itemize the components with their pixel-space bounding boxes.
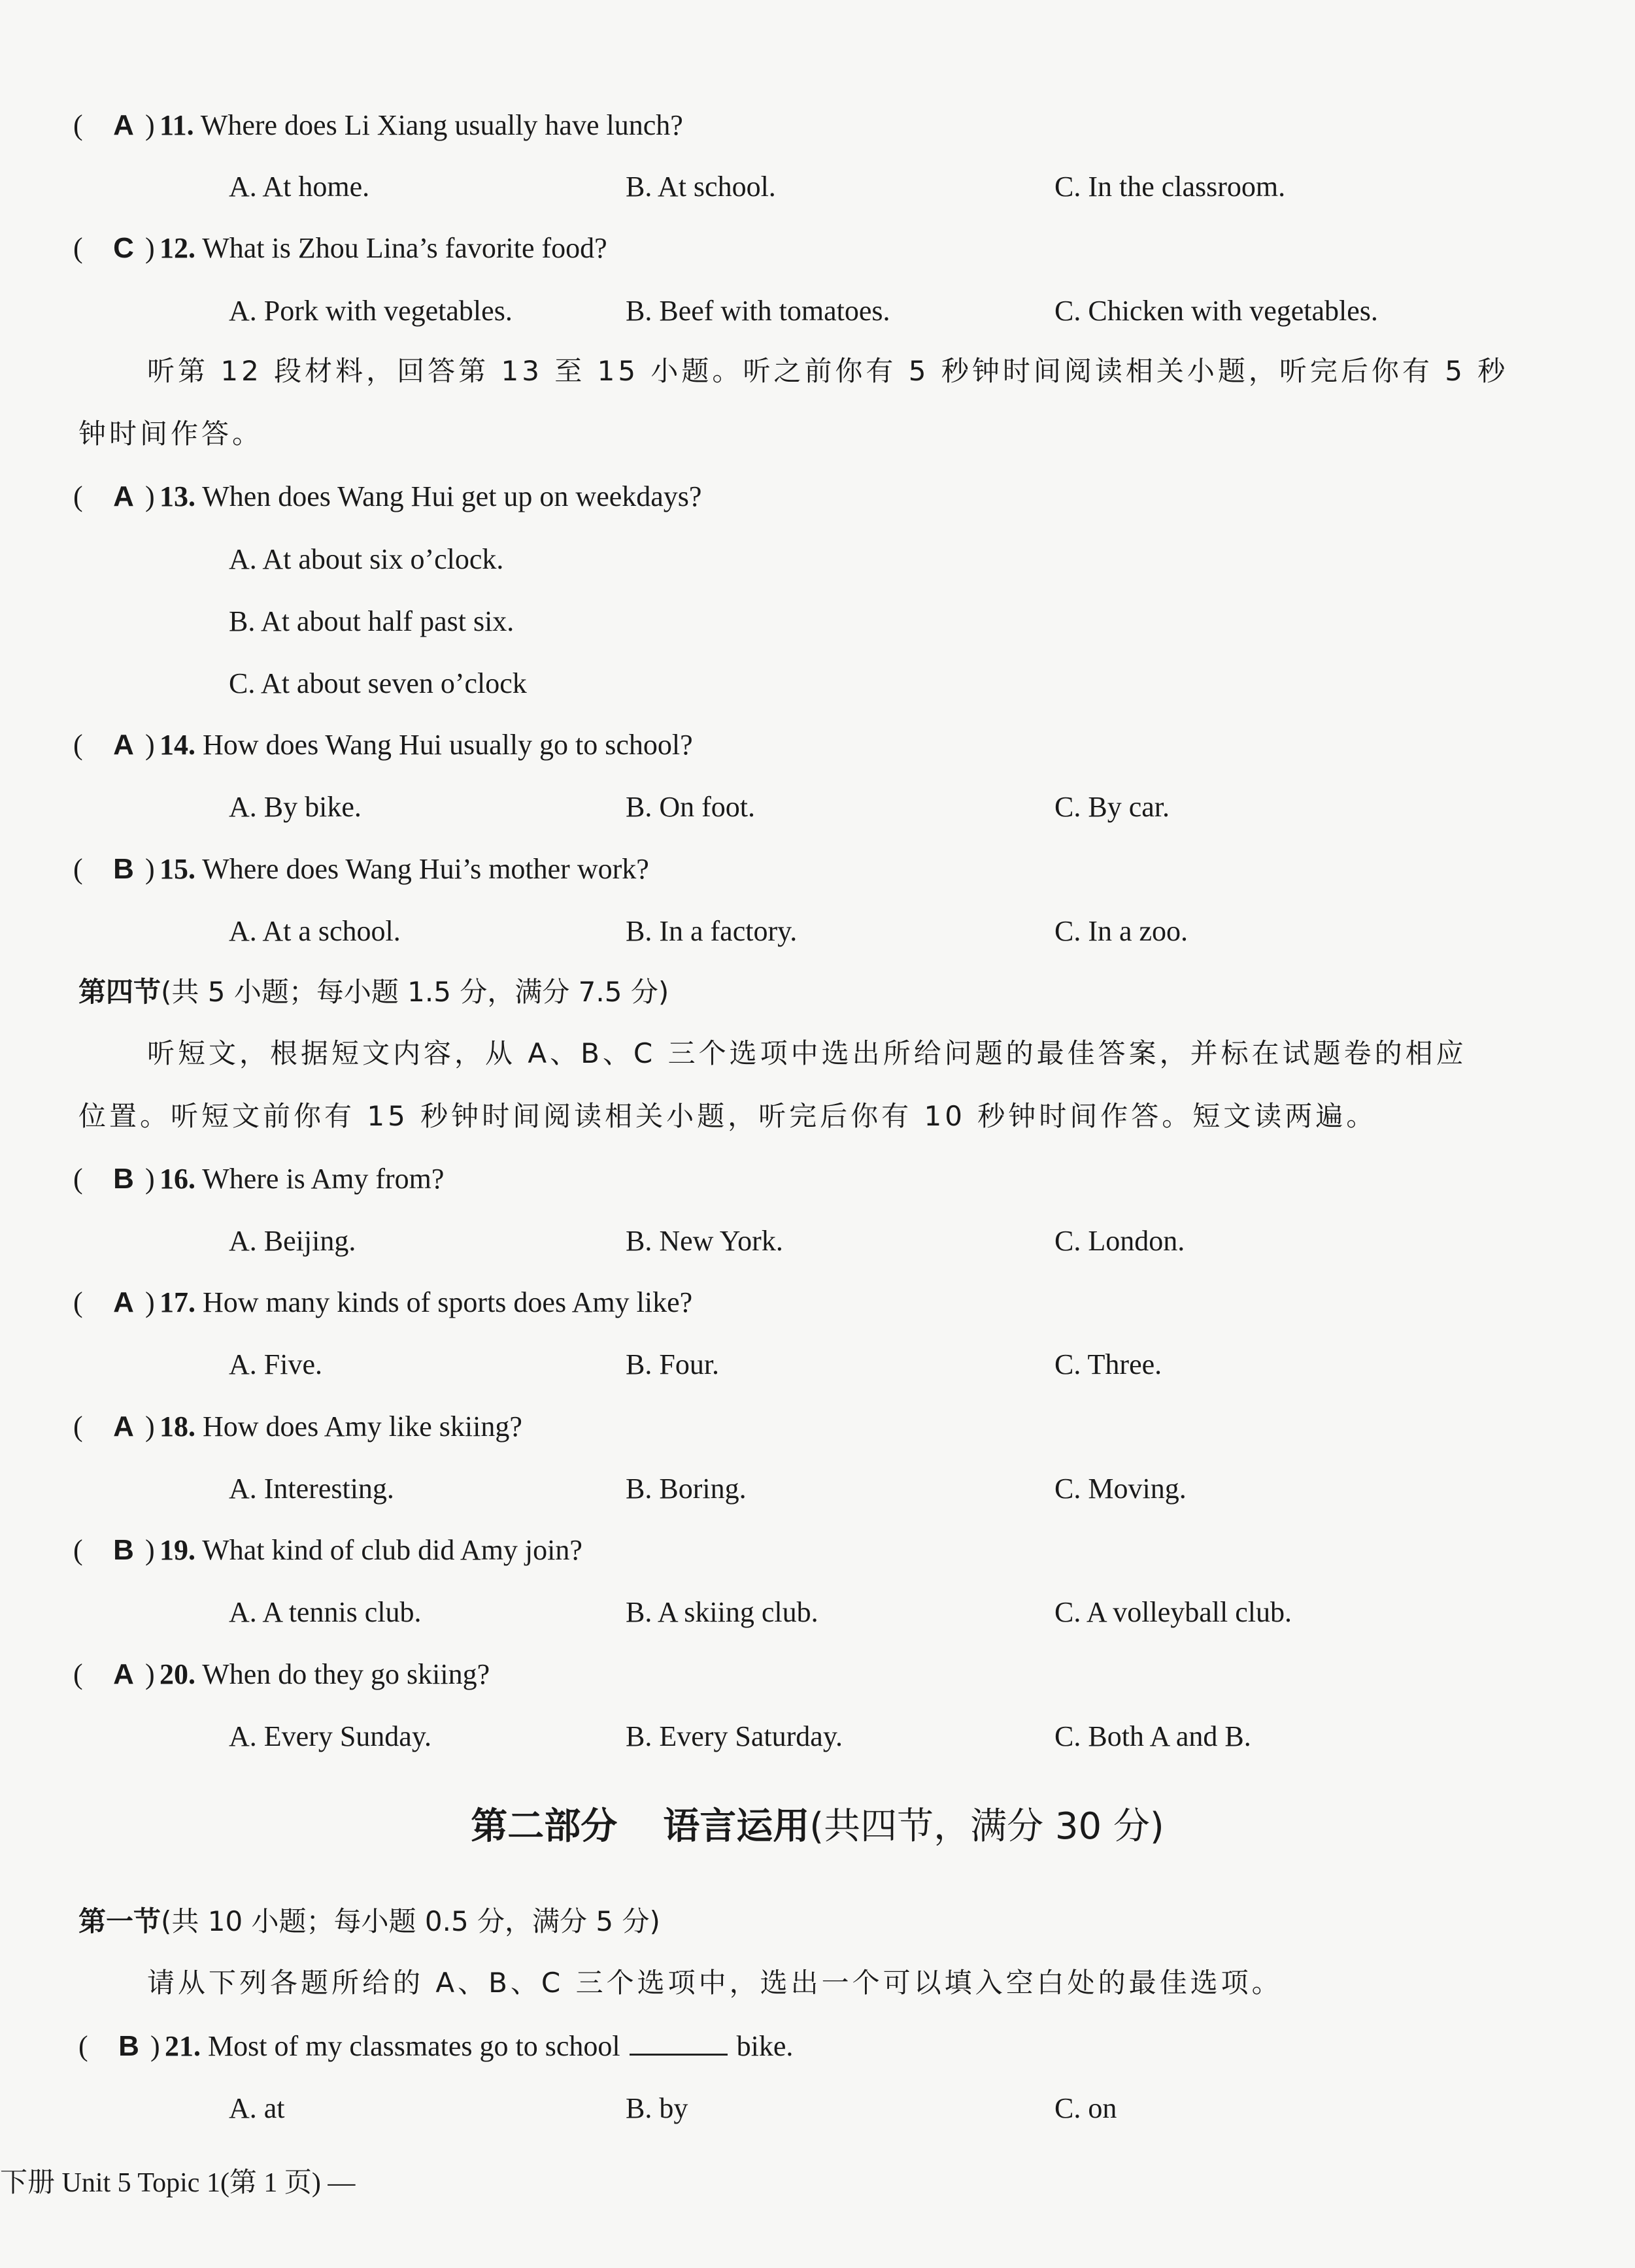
question-text: How does Wang Hui usually go to school? [203,729,693,761]
question-18: ( A ) 18. How does Amy like skiing? [73,1407,522,1446]
option-b: B. At school. [626,171,776,203]
question-text: What is Zhou Lina’s favorite food? [202,232,607,264]
question-text: How does Amy like skiing? [203,1410,522,1443]
question-number: 12. [160,232,195,264]
answer-blank [630,2027,728,2056]
question-number: 15. [160,853,195,885]
option-b: B. Every Saturday. [626,1720,843,1752]
section-title: 第一节 [78,1905,161,1937]
option-b: B. Beef with tomatoes. [626,295,890,327]
option-c: C. Three. [1054,1348,1162,1380]
option-a: A. at [229,2092,285,2124]
answer-12: C [113,232,134,264]
option-c: C. Chicken with vegetables. [1054,295,1378,327]
option-b: B. Four. [626,1348,720,1380]
answer-11: A [113,109,134,141]
question-15: ( B ) 15. Where does Wang Hui’s mother work? [73,850,649,889]
question-text: When does Wang Hui get up on weekdays? [202,480,702,512]
page-footer: 下册 Unit 5 Topic 1(第 1 页) — [0,2168,356,2198]
option-a: A. Every Sunday. [229,1720,431,1752]
answer-15: B [113,853,134,885]
option-b: B. by [626,2092,688,2124]
question-text: Where does Li Xiang usually have lunch? [200,109,683,141]
question-19: ( B ) 19. What kind of club did Amy join? [73,1531,582,1570]
answer-21: B [118,2030,139,2062]
section-heading [78,1902,660,1941]
question-number: 18. [160,1410,195,1443]
answer-20: A [113,1658,134,1690]
option-a: A. At a school. [229,915,401,947]
question-number: 14. [160,729,195,761]
section-heading [78,973,669,1012]
question-21: ( B ) 21. Most of my classmates go to school bike. [78,2027,793,2066]
question-number: 19. [160,1534,195,1566]
part-title [0,1804,1635,1850]
question-text-end: bike. [736,2030,794,2062]
question-number: 17. [160,1286,195,1318]
question-11: ( A ) 11. Where does Li Xiang usually have lunch? [73,106,683,145]
option-a: A. By bike. [229,791,362,823]
option-c: C. In the classroom. [1054,171,1286,203]
option-a: A. A tennis club. [229,1596,422,1628]
part-detail: (共四节，满分 30 分) [809,1805,1164,1848]
option-b: B. Boring. [626,1473,747,1505]
option-b: B. In a factory. [626,915,798,947]
option-a: A. Pork with vegetables. [229,295,513,327]
option-c: C. At about seven o’clock [229,667,527,699]
option-a: A. Beijing. [229,1225,356,1257]
question-text: Most of my classmates go to school [208,2030,620,2062]
option-b: B. New York. [626,1225,783,1257]
question-20: ( A ) 20. When do they go skiing? [73,1655,490,1694]
option-c: C. By car. [1054,791,1170,823]
option-c: C. In a zoo. [1054,915,1188,947]
option-b: B. A skiing club. [626,1596,818,1628]
option-a: A. Interesting. [229,1473,394,1505]
question-text: What kind of club did Amy join? [202,1534,582,1566]
question-number: 20. [160,1658,195,1690]
section-title: 第四节 [78,976,161,1008]
question-text: When do they go skiing? [202,1658,490,1690]
part-number: 第二部分 [471,1805,618,1848]
question-number: 16. [160,1163,195,1195]
option-c: C. Both A and B. [1054,1720,1251,1752]
instruction-line: 请从下列各题所给的 A、B、C 三个选项中，选出一个可以填入空白处的最佳选项。 [147,1967,1283,1999]
option-a: A. At home. [229,171,370,203]
question-12: ( C ) 12. What is Zhou Lina’s favorite food? [73,229,607,268]
option-c: C. London. [1054,1225,1185,1257]
option-a: A. Five. [229,1348,322,1380]
section-detail: (共 5 小题；每小题 1.5 分，满分 7.5 分) [161,976,669,1008]
answer-19: B [113,1534,134,1566]
answer-18: A [113,1410,134,1443]
question-text: Where is Amy from? [202,1163,445,1195]
part-name: 语言运用 [663,1805,810,1848]
question-13: ( A ) 13. When does Wang Hui get up on weekdays? [73,477,701,516]
question-number: 13. [160,480,195,512]
answer-13: A [113,480,134,512]
option-a: A. At about six o’clock. [229,543,504,575]
question-number: 21. [165,2030,201,2062]
answer-14: A [113,729,134,761]
section-detail: (共 10 小题；每小题 0.5 分，满分 5 分) [161,1905,660,1937]
question-number: 11. [160,109,194,141]
option-b: B. At about half past six. [229,605,514,637]
question-17: ( A ) 17. How many kinds of sports does Amy like? [73,1283,692,1322]
question-text: Where does Wang Hui’s mother work? [202,853,649,885]
question-14: ( A ) 14. How does Wang Hui usually go to school? [73,725,693,765]
option-c: C. Moving. [1054,1473,1187,1505]
instruction-line: 钟时间作答。 [78,418,263,450]
instruction-line: 听短文，根据短文内容，从 A、B、C 三个选项中选出所给问题的最佳答案，并标在试题卷的相应 [147,1037,1467,1069]
option-b: B. On foot. [626,791,755,823]
question-16: ( B ) 16. Where is Amy from? [73,1159,444,1199]
answer-17: A [113,1286,134,1318]
option-c: C. on [1054,2092,1117,2124]
question-text: How many kinds of sports does Amy like? [203,1286,693,1318]
option-c: C. A volleyball club. [1054,1596,1292,1628]
instruction-line: 听第 12 段材料，回答第 13 至 15 小题。听之前你有 5 秒钟时间阅读相关小题，听完后你有 5 秒 [147,355,1509,387]
answer-16: B [113,1163,134,1195]
instruction-line: 位置。听短文前你有 15 秒钟时间阅读相关小题，听完后你有 10 秒钟时间作答。短文读两遍。 [78,1100,1377,1132]
